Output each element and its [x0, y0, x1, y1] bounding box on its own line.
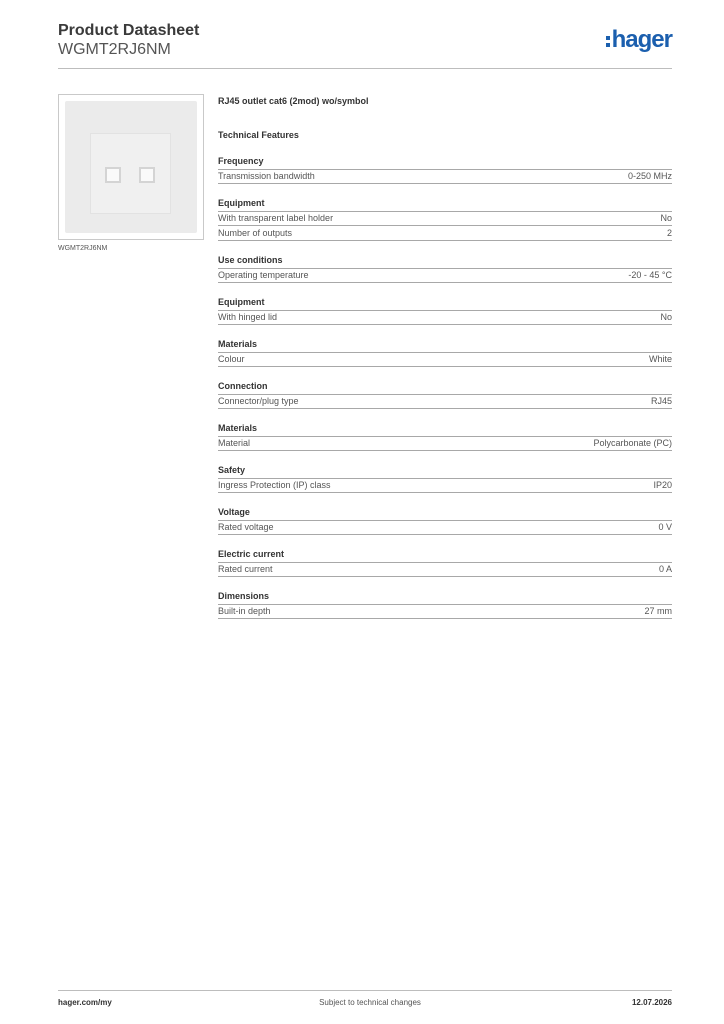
- feature-group: [218, 255, 672, 283]
- product-reference: WGMT2RJ6NM: [58, 41, 171, 58]
- feature-row: [218, 227, 672, 241]
- feature-value: 27 mm: [644, 606, 672, 616]
- feature-group: [218, 549, 672, 577]
- feature-value: 0 A: [658, 564, 672, 574]
- feature-value: White: [648, 354, 672, 364]
- feature-label: Rated current: [218, 564, 273, 574]
- socket-insert: [90, 133, 171, 214]
- feature-group: [218, 423, 672, 451]
- feature-row: [218, 269, 672, 283]
- group-title: Electric current: [218, 549, 672, 563]
- feature-row: [218, 479, 672, 493]
- document-title: Product Datasheet: [58, 22, 200, 39]
- page-header: [58, 22, 199, 59]
- group-title: Materials: [218, 423, 672, 437]
- feature-value: Polycarbonate (PC): [593, 438, 672, 448]
- group-title: Use conditions: [218, 255, 672, 269]
- group-title: Materials: [218, 339, 672, 353]
- feature-row: [218, 605, 672, 619]
- image-caption: WGMT2RJ6NM: [58, 245, 108, 252]
- socket-plate: [65, 101, 197, 233]
- feature-row: [218, 437, 672, 451]
- feature-label: Built-in depth: [218, 606, 271, 616]
- feature-group: [218, 339, 672, 367]
- feature-value: IP20: [653, 480, 672, 490]
- feature-row: [218, 311, 672, 325]
- feature-label: Operating temperature: [218, 270, 309, 280]
- group-title: Frequency: [218, 156, 672, 170]
- technical-content: [218, 96, 672, 619]
- group-title: Safety: [218, 465, 672, 479]
- feature-value: RJ45: [650, 396, 672, 406]
- feature-row: [218, 395, 672, 409]
- rj45-port-icon: [139, 167, 155, 183]
- feature-label: Connector/plug type: [218, 396, 299, 406]
- footer-notice: Subject to technical changes: [319, 998, 421, 1007]
- technical-features-title: Technical Features: [218, 130, 299, 140]
- logo-dots-icon: [606, 36, 610, 47]
- group-title: Connection: [218, 381, 672, 395]
- feature-row: [218, 170, 672, 184]
- footer-date: 12.07.2026: [631, 998, 672, 1007]
- feature-row: [218, 353, 672, 367]
- feature-groups: [218, 156, 672, 619]
- feature-label: With hinged lid: [218, 312, 278, 322]
- product-image: [58, 94, 204, 240]
- group-title: Voltage: [218, 507, 672, 521]
- feature-label: Number of outputs: [218, 228, 293, 238]
- hager-logo: [606, 28, 672, 52]
- feature-group: [218, 465, 672, 493]
- feature-group: [218, 507, 672, 535]
- feature-group: [218, 297, 672, 325]
- feature-group: [218, 156, 672, 184]
- feature-value: 0 V: [658, 522, 672, 532]
- group-title: Dimensions: [218, 591, 672, 605]
- feature-value: -20 - 45 °C: [628, 270, 672, 280]
- footer-divider: [58, 990, 672, 991]
- feature-label: Colour: [218, 354, 245, 364]
- feature-value: 2: [666, 228, 672, 238]
- feature-group: [218, 198, 672, 241]
- feature-row: [218, 563, 672, 577]
- feature-value: 0-250 MHz: [627, 171, 672, 181]
- feature-label: Rated voltage: [218, 522, 274, 532]
- feature-group: [218, 591, 672, 619]
- feature-group: [218, 381, 672, 409]
- group-title: Equipment: [218, 198, 672, 212]
- feature-row: [218, 521, 672, 535]
- feature-label: Material: [218, 438, 251, 448]
- feature-label: Ingress Protection (IP) class: [218, 480, 331, 490]
- product-name: RJ45 outlet cat6 (2mod) wo/symbol: [218, 96, 369, 106]
- header-divider: [58, 68, 672, 69]
- feature-label: With transparent label holder: [218, 213, 334, 223]
- rj45-port-icon: [105, 167, 121, 183]
- feature-row: [218, 212, 672, 226]
- logo-text: hager: [611, 26, 672, 53]
- feature-value: No: [660, 213, 672, 223]
- feature-value: No: [660, 312, 672, 322]
- feature-label: Transmission bandwidth: [218, 171, 315, 181]
- footer-website[interactable]: hager.com/my: [58, 998, 112, 1007]
- group-title: Equipment: [218, 297, 672, 311]
